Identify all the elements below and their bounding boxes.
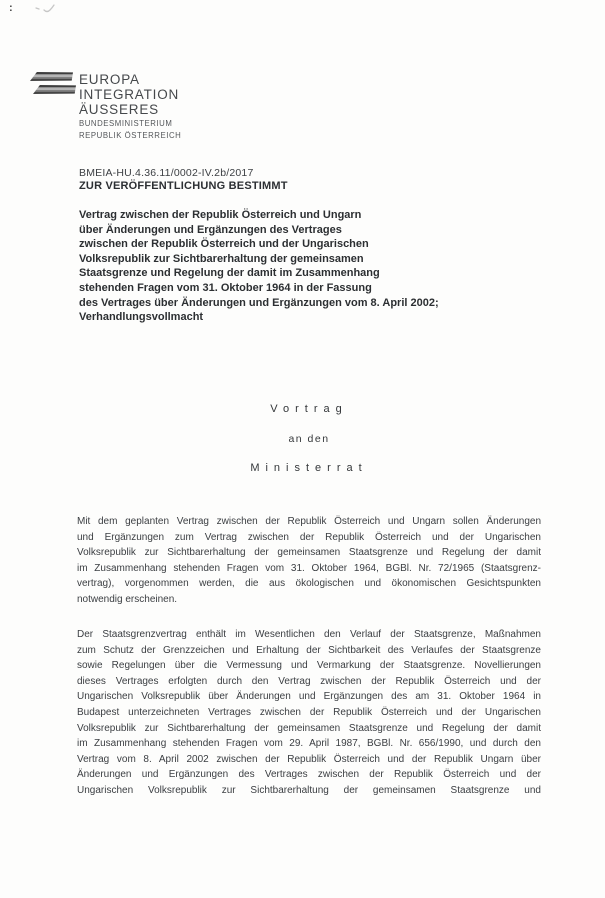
scan-artifact-pen-mark	[34, 2, 64, 16]
scan-artifact-colon: :	[9, 2, 13, 14]
body-paragraph-2	[77, 627, 541, 799]
text-line: des Vertrages über Änderungen und Ergänzungen vom 8. April 2002;	[79, 296, 439, 309]
text-line: dieses Vertrages erfolgten durch den Vertrag zwischen der Republik Österreich und der	[77, 675, 541, 687]
subject-block	[79, 208, 549, 325]
text-line: zwischen der Republik Österreich und der Ungarischen	[79, 238, 369, 251]
text-line: Vertrag zwischen der Republik Österreich und Ungarn	[79, 209, 362, 221]
ministry-flag-logo-icon	[30, 72, 76, 98]
file-reference-number: BMEIA-HU.4.36.11/0002-IV.2b/2017	[79, 167, 254, 179]
text-line: Volksrepublik zur Sichtbarerhaltung der gemeinsamen Staatsgrenze und Regelung der damit	[77, 722, 541, 734]
reference-block	[79, 167, 288, 192]
text-line: stehenden Fragen vom 31. Oktober 1964 in der Fassung	[79, 281, 372, 294]
text-line: Mit dem geplanten Vertrag zwischen der Republik Österreich und Ungarn sollen Änderungen	[77, 516, 541, 527]
text-line: notwendig erscheinen.	[77, 593, 178, 605]
letterhead-line-bundesministerium: BUNDESMINISTERIUM	[79, 119, 173, 128]
text-line: über Änderungen und Ergänzungen des Vertrages	[79, 223, 342, 236]
text-line: Volksrepublik zur Sichtbarerhaltung der gemeinsamen	[79, 252, 364, 265]
text-line: sowie Regelungen über die Vermessung und Vermarkung der Staatsgrenze. Novellierungen	[77, 660, 541, 672]
text-line: Ungarischen Volksrepublik über Änderungen und Ergänzungen des am 31. Oktober 1964 in	[77, 691, 541, 703]
letterhead-line-integration: INTEGRATION	[79, 87, 180, 102]
text-line: und Ergänzungen zum Vertrag zwischen der Republik Österreich und der Ungarischen	[77, 531, 541, 543]
body-paragraph-1	[77, 514, 541, 608]
letterhead	[79, 72, 181, 140]
publication-note: ZUR VERÖFFENTLICHUNG BESTIMMT	[79, 180, 288, 192]
heading-ministerrat: Ministerrat	[250, 462, 368, 474]
text-line: zum Schutz der Grenzzeichen und Erhaltung der Sichtbarkeit des Verlaufes der Staatsgrenze	[77, 644, 541, 656]
text-line: Verhandlungsvollmacht	[79, 311, 204, 324]
text-line: Staatsgrenze und Regelung der damit im Zusammenhang	[79, 267, 380, 280]
text-line: Änderungen und Ergänzungen des Vertrages zwischen der Republik Österreich und der	[77, 769, 541, 781]
text-line: Der Staatsgrenzvertrag enthält im Wesentlichen den Verlauf der Staatsgrenze, Maßnahmen	[77, 629, 541, 640]
flag-bar-top	[30, 72, 73, 81]
flag-bar-bottom	[33, 85, 76, 94]
letterhead-line-aeusseres: ÄUSSERES	[79, 102, 159, 117]
text-line: Volksrepublik zur Sichtbarerhaltung der gemeinsamen Staatsgrenze und Regelung der damit	[77, 547, 541, 559]
heading-vortrag: Vortrag	[270, 403, 348, 415]
text-line: vertrag), vorgenommen werden, die aus ökologischen und ökonomischen Gesichtspunkten	[77, 578, 541, 590]
letterhead-line-republik: REPUBLIK ÖSTERREICH	[79, 130, 182, 140]
letterhead-line-europa: EUROPA	[79, 72, 140, 87]
text-line: im Zusammenhang stehenden Fragen vom 31. Oktober 1964, BGBl. Nr. 72/1965 (Staatsgrenz-	[77, 562, 541, 574]
text-line: Ungarischen Volksrepublik zur Sichtbarerhaltung der gemeinsamen Staatsgrenze und	[77, 784, 541, 796]
heading-an-den: an den	[288, 433, 330, 445]
text-line: Budapest unterzeichneten Vertrages zwischen der Republik Österreich und der Ungarischen	[77, 706, 541, 718]
text-line: Vertrag vom 8. April 2002 zwischen der Republik Österreich und der Republik Ungarn über	[77, 753, 541, 765]
text-line: im Zusammenhang stehenden Fragen vom 29. April 1987, BGBl. Nr. 656/1990, und durch den	[77, 738, 541, 750]
